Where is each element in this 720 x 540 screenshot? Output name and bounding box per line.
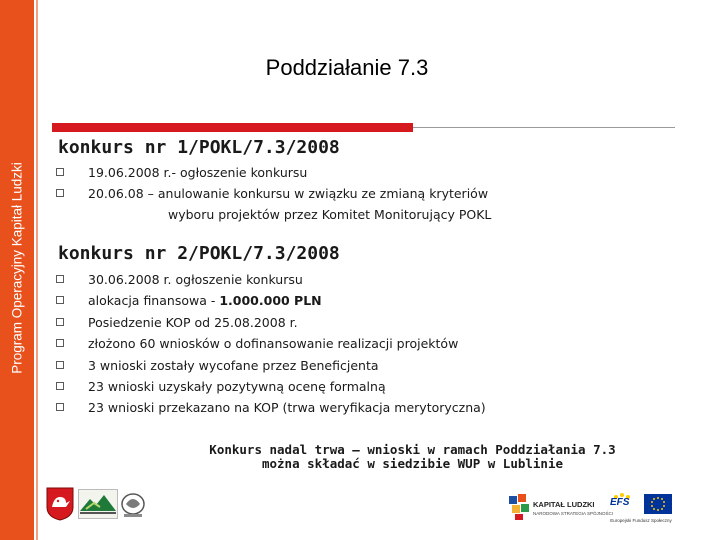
list-item	[56, 163, 307, 181]
lubelskie-crest-logo	[46, 487, 74, 521]
regional-landscape-logo	[78, 489, 118, 519]
list-item-text: alokacja finansowa -	[88, 292, 220, 308]
footer-note-line2: można składać w siedzibie WUP w Lublinie	[261, 456, 564, 471]
page-title: Poddziałanie 7.3	[265, 55, 429, 80]
sidebar-label: Program Operacyjny Kapitał Ludzki	[9, 162, 25, 374]
footer-note	[120, 443, 705, 471]
checkbox-bullet-icon	[56, 403, 64, 411]
title-rule-gray	[413, 127, 675, 128]
list-item	[56, 184, 488, 202]
section1-heading: konkurs nr 1/POKL/7.3/2008	[58, 137, 340, 158]
eu-flag-icon	[644, 494, 672, 514]
checkbox-bullet-icon	[56, 189, 64, 197]
kapital-ludzki-emblem-icon	[509, 494, 531, 520]
checkbox-bullet-icon	[56, 168, 64, 176]
kapital-ludzki-logo	[533, 500, 614, 522]
eu-caption: Europejski Fundusz Społeczny	[610, 518, 672, 523]
checkbox-bullet-icon	[56, 296, 64, 304]
list-item-text: 23 wnioski przekazano na KOP (trwa weryfikacja merytoryczna)	[88, 399, 486, 415]
sidebar-divider	[36, 0, 38, 540]
allocation-amount: 1.000.000 PLN	[219, 292, 322, 308]
footer-note-line1: Konkurs nadal trwa – wnioski w ramach Poddziałania 7.3	[209, 442, 616, 457]
checkbox-bullet-icon	[56, 382, 64, 390]
list-item	[56, 313, 298, 331]
list-item-continuation: wyboru projektów przez Komitet Monitorujący POKL	[168, 207, 492, 222]
list-item-text: złożono 60 wniosków o dofinansowanie realizacji projektów	[88, 335, 459, 351]
list-item-text: 3 wnioski zostały wycofane przez Beneficjenta	[88, 357, 379, 373]
list-item-text: 20.06.08 – anulowanie konkursu w związku ze zmianą kryteriów	[88, 185, 489, 201]
page-title-wrap	[0, 55, 694, 81]
checkbox-bullet-icon	[56, 275, 64, 283]
checkbox-bullet-icon	[56, 339, 64, 347]
title-rule-red	[52, 123, 413, 132]
list-item	[56, 270, 303, 288]
list-item	[56, 334, 458, 352]
section2-heading: konkurs nr 2/POKL/7.3/2008	[58, 243, 340, 264]
list-item	[56, 398, 486, 416]
list-item	[56, 291, 322, 309]
list-item-text: 30.06.2008 r. ogłoszenie konkursu	[88, 271, 303, 287]
efs-logo	[608, 490, 638, 514]
list-item-text: Posiedzenie KOP od 25.08.2008 r.	[88, 314, 298, 330]
sidebar-label-wrap	[0, 0, 34, 540]
list-item	[56, 356, 379, 374]
checkbox-bullet-icon	[56, 318, 64, 326]
list-item-text: 23 wnioski uzyskały pozytywną ocenę formalną	[88, 378, 386, 394]
list-item	[56, 377, 386, 395]
list-item-text: 19.06.2008 r.- ogłoszenie konkursu	[88, 164, 308, 180]
efs-abbrev: EFS	[610, 497, 630, 508]
kapital-ludzki-subtitle: NARODOWA STRATEGIA SPÓJNOŚCI	[533, 511, 614, 516]
organisation-emblem-logo	[118, 490, 148, 520]
checkbox-bullet-icon	[56, 361, 64, 369]
kapital-ludzki-title: KAPITAŁ LUDZKI	[533, 500, 595, 509]
